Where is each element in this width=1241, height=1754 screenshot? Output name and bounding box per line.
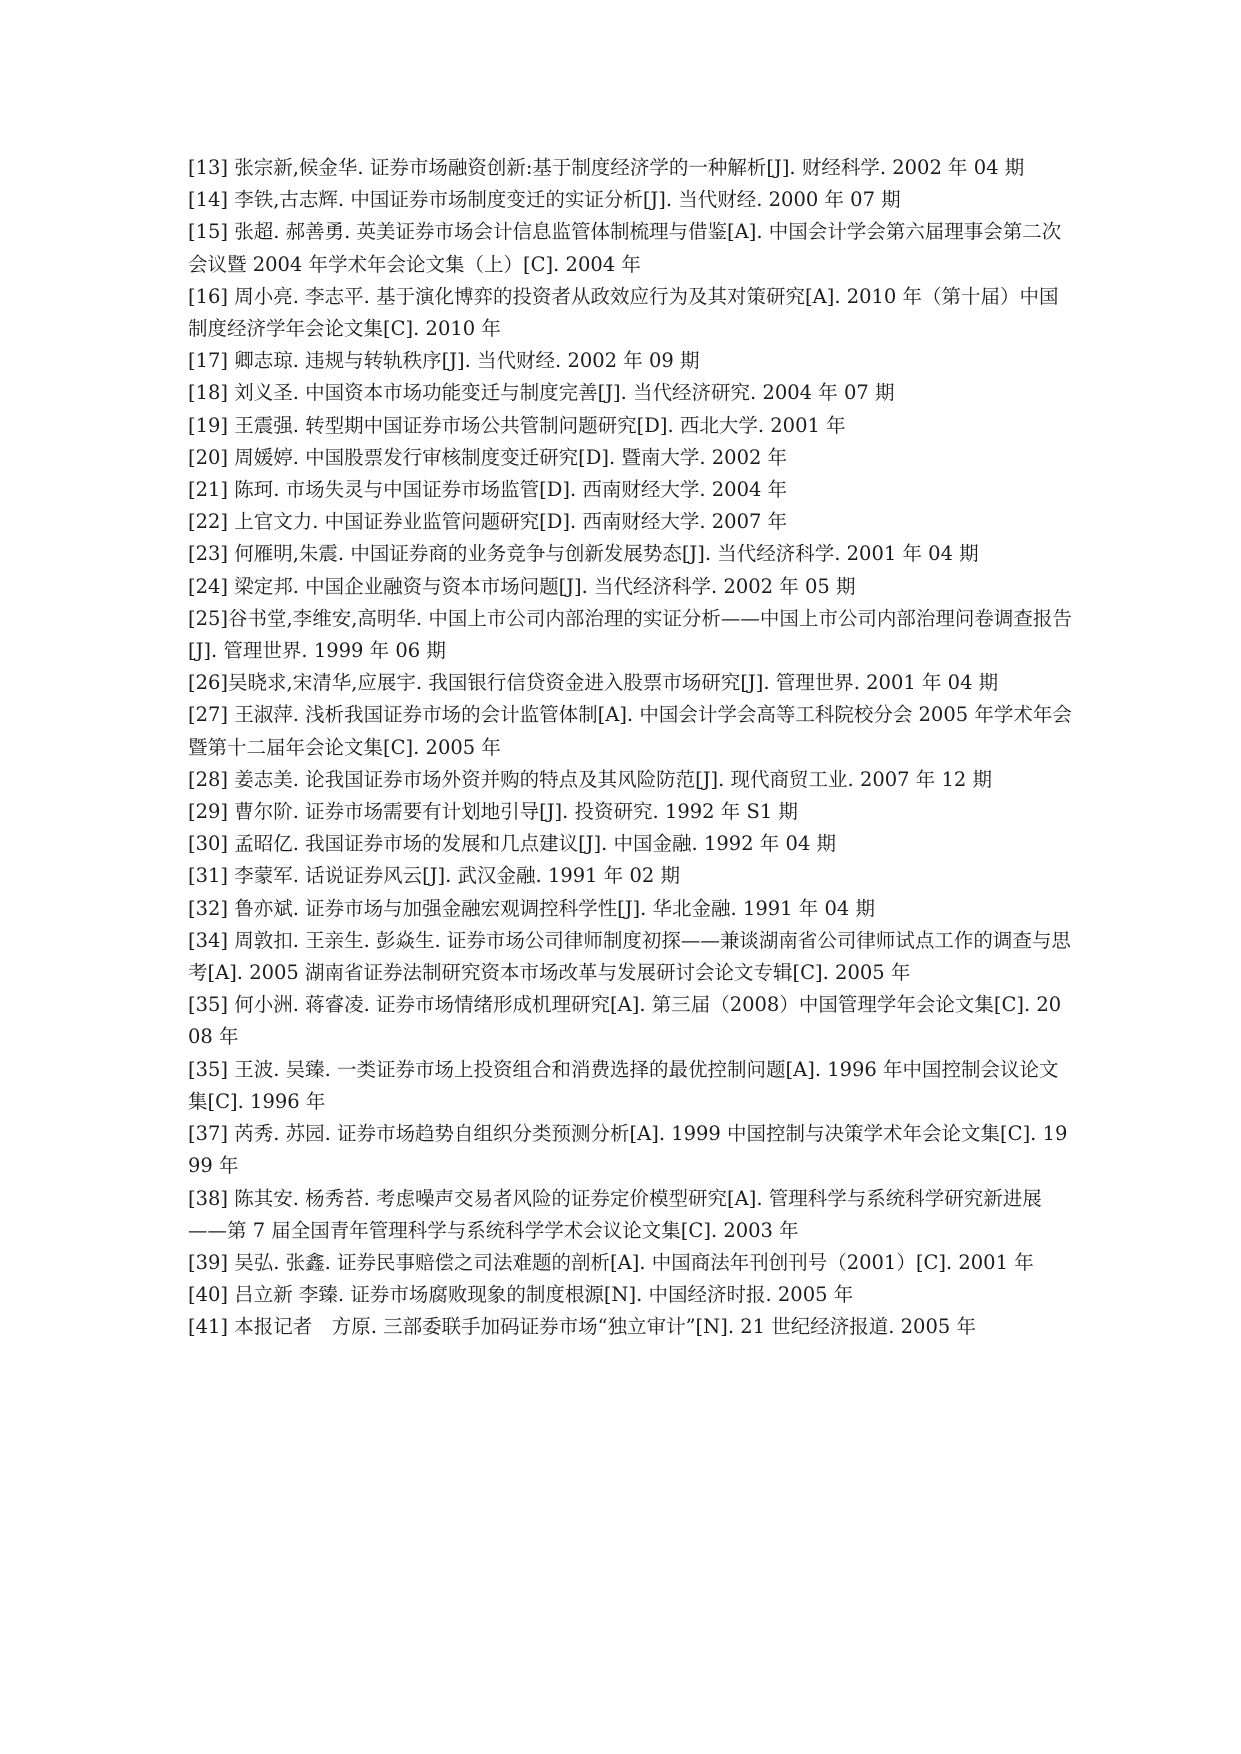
reference-17: [17] 卿志琼. 违规与转轨秩序[J]. 当代财经. 2002 年 09 期 bbox=[188, 349, 700, 373]
reference-26: [26]吴晓求,宋清华,应展宇. 我国银行信贷资金进入股票市场研究[J]. 管理世界. 2001 年 04 期 bbox=[188, 671, 999, 695]
reference-30: [30] 孟昭亿. 我国证券市场的发展和几点建议[J]. 中国金融. 1992 年 04 期 bbox=[188, 832, 836, 856]
reference-20: [20] 周媛婷. 中国股票发行审核制度变迁研究[D]. 暨南大学. 2002 年 bbox=[188, 445, 788, 469]
reference-list bbox=[188, 152, 1073, 1344]
reference-29: [29] 曹尔阶. 证券市场需要有计划地引导[J]. 投资研究. 1992 年 S1 期 bbox=[188, 800, 798, 824]
reference-19: [19] 王震强. 转型期中国证券市场公共管制问题研究[D]. 西北大学. 2001 年 bbox=[188, 413, 846, 437]
reference-25: [25]谷书堂,李维安,高明华. 中国上市公司内部治理的实证分析——中国上市公司内部治理问卷调查报告[J]. 管理世界. 1999 年 06 期 bbox=[188, 606, 1072, 663]
reference-24: [24] 梁定邦. 中国企业融资与资本市场问题[J]. 当代经济科学. 2002 年 05 期 bbox=[188, 574, 856, 598]
reference-23: [23] 何雁明,朱震. 中国证券商的业务竞争与创新发展势态[J]. 当代经济科学. 2001 年 04 期 bbox=[188, 542, 979, 566]
reference-31: [31] 李蒙军. 话说证券风云[J]. 武汉金融. 1991 年 02 期 bbox=[188, 864, 680, 888]
reference-32: [32] 鲁亦斌. 证券市场与加强金融宏观调控科学性[J]. 华北金融. 1991 年 04 期 bbox=[188, 896, 875, 920]
reference-16: [16] 周小亮. 李志平. 基于演化博弈的投资者从政效应行为及其对策研究[A]. 2010 年（第十届）中国制度经济学年会论文集[C]. 2010 年 bbox=[188, 284, 1059, 341]
reference-13: [13] 张宗新,候金华. 证券市场融资创新:基于制度经济学的一种解析[J]. 财经科学. 2002 年 04 期 bbox=[188, 156, 1025, 179]
reference-14: [14] 李铁,古志辉. 中国证券市场制度变迁的实证分析[J]. 当代财经. 2000 年 07 期 bbox=[188, 188, 901, 212]
reference-15: [15] 张超. 郝善勇. 英美证券市场会计信息监管体制梳理与借鉴[A]. 中国会计学会第六届理事会第二次会议暨 2004 年学术年会论文集（上）[C]. 2004 年 bbox=[188, 220, 1062, 276]
reference-28: [28] 姜志美. 论我国证券市场外资并购的特点及其风险防范[J]. 现代商贸工业. 2007 年 12 期 bbox=[188, 767, 992, 791]
reference-35b: [35] 王波. 吴臻. 一类证券市场上投资组合和消费选择的最优控制问题[A]. 1996 年中国控制会议论文集[C]. 1996 年 bbox=[188, 1057, 1059, 1113]
reference-37: [37] 芮秀. 苏园. 证券市场趋势自组织分类预测分析[A]. 1999 中国控制与决策学术年会论文集[C]. 1999 年 bbox=[188, 1122, 1068, 1178]
reference-27: [27] 王淑萍. 浅析我国证券市场的会计监管体制[A]. 中国会计学会高等工科院校分会 2005 年学术年会暨第十二届年会论文集[C]. 2005 年 bbox=[188, 703, 1072, 759]
reference-22: [22] 上官文力. 中国证券业监管问题研究[D]. 西南财经大学. 2007 年 bbox=[188, 510, 788, 534]
reference-35a: [35] 何小洲. 蒋睿凌. 证券市场情绪形成机理研究[A]. 第三届（2008）中国管理学年会论文集[C]. 2008 年 bbox=[188, 993, 1062, 1049]
reference-18: [18] 刘义圣. 中国资本市场功能变迁与制度完善[J]. 当代经济研究. 2004 年 07 期 bbox=[188, 381, 895, 405]
reference-38: [38] 陈其安. 杨秀苔. 考虑噪声交易者风险的证券定价模型研究[A]. 管理科学与系统科学研究新进展——第 7 届全国青年管理科学与系统科学学术会议论文集[C]. 2003 年 bbox=[188, 1186, 1042, 1242]
reference-34: [34] 周敦扣. 王亲生. 彭焱生. 证券市场公司律师制度初探——兼谈湖南省公司律师试点工作的调查与思考[A]. 2005 湖南省证券法制研究资本市场改革与发展研讨会论文专辑[C]. 2005 年 bbox=[188, 928, 1071, 985]
reference-21: [21] 陈珂. 市场失灵与中国证券市场监管[D]. 西南财经大学. 2004 年 bbox=[188, 478, 788, 502]
reference-41: [41] 本报记者 方原. 三部委联手加码证券市场“独立审计”[N]. 21 世纪经济报道. 2005 年 bbox=[188, 1315, 976, 1339]
reference-39: [39] 吴弘. 张鑫. 证券民事赔偿之司法难题的剖析[A]. 中国商法年刊创刊号（2001）[C]. 2001 年 bbox=[188, 1250, 1034, 1274]
reference-40: [40] 吕立新 李臻. 证券市场腐败现象的制度根源[N]. 中国经济时报. 2005 年 bbox=[188, 1283, 854, 1307]
